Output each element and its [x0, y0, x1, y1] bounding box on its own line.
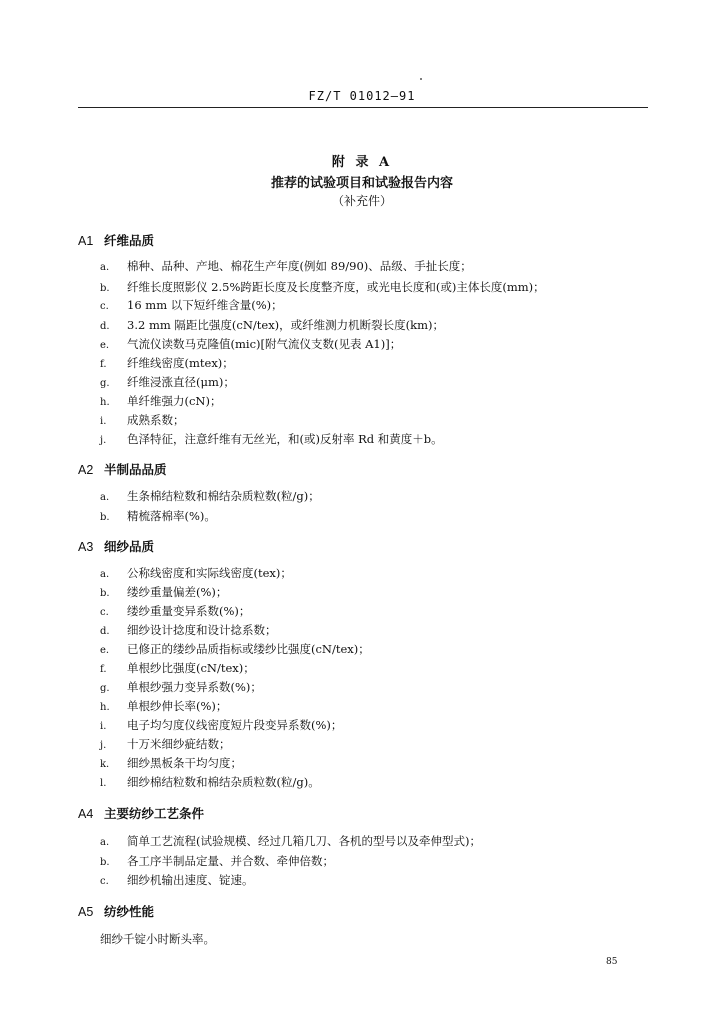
item-marker: a.	[100, 262, 110, 273]
section-heading-a4	[78, 804, 204, 822]
section-body-text: 细纱千锭小时断头率。	[100, 932, 215, 946]
item-text: 细纱棉结粒数和棉结杂质粒数(粒/g)。	[127, 775, 320, 789]
item-text: 单根纱强力变异系数(%)；	[127, 680, 262, 694]
item-marker: g.	[100, 378, 110, 389]
item-text: 十万米细纱疵结数；	[127, 737, 231, 751]
item-text: 简单工艺流程(试验规模、经过几箱几刀、各机的型号以及牵伸型式)；	[127, 834, 481, 848]
section-number: A5	[78, 905, 94, 919]
list-item	[100, 355, 234, 371]
item-marker: c.	[100, 607, 109, 618]
list-item	[100, 336, 401, 352]
item-marker: a.	[100, 492, 110, 503]
item-marker: h.	[100, 702, 110, 713]
item-text: 色泽特征，注意纤维有无丝光，和(或)反射率 Rd 和黄度＋b。	[127, 432, 443, 446]
list-item	[100, 603, 250, 619]
item-text: 电子均匀度仪线密度短片段变异系数(%)；	[127, 718, 343, 732]
list-item	[100, 679, 262, 695]
standard-code-header: FZ/T 01012—91	[308, 89, 416, 103]
item-text: 细纱设计捻度和设计捻系数；	[127, 623, 277, 637]
item-text: 生条棉结粒数和棉结杂质粒数(粒/g)；	[127, 489, 320, 503]
item-text: 3.2 mm 隔距比强度(cN/tex)，或纤维测力机断裂长度(km)；	[127, 318, 445, 332]
list-item	[100, 872, 254, 888]
item-text: 缕纱重量变异系数(%)；	[127, 604, 251, 618]
section-title: 纤维品质	[104, 233, 155, 248]
list-item	[100, 374, 235, 390]
list-item	[100, 774, 320, 790]
item-marker: h.	[100, 397, 110, 408]
section-number: A3	[78, 540, 94, 554]
item-marker: i.	[100, 416, 107, 427]
item-marker: f.	[100, 359, 107, 370]
list-item	[100, 717, 342, 733]
list-item	[100, 584, 227, 600]
item-marker: d.	[100, 321, 110, 332]
item-marker: l.	[100, 778, 107, 789]
item-text: 细纱黑板条干均匀度；	[127, 756, 242, 770]
item-text: 已修正的缕纱品质指标或缕纱比强度(cN/tex)；	[127, 642, 370, 656]
section-heading-a3	[78, 537, 154, 555]
item-marker: b.	[100, 512, 110, 523]
section-heading-a5	[78, 902, 154, 920]
list-item	[100, 508, 216, 524]
item-text: 各工序半制品定量、并合数、牵伸倍数；	[127, 854, 334, 868]
appendix-subtitle: （补充件）	[331, 194, 392, 208]
list-item	[100, 565, 292, 581]
item-marker: d.	[100, 626, 110, 637]
section-title: 细纱品质	[104, 539, 155, 554]
list-item	[100, 317, 444, 333]
list-item	[100, 279, 545, 295]
header-rule	[78, 107, 648, 108]
item-text: 纤维线密度(mtex)；	[127, 356, 234, 370]
section-number: A2	[78, 463, 94, 477]
item-marker: b.	[100, 588, 110, 599]
item-marker: g.	[100, 683, 110, 694]
item-marker: e.	[100, 645, 110, 656]
item-marker: e.	[100, 340, 110, 351]
list-item	[100, 660, 255, 676]
item-marker: a.	[100, 569, 110, 580]
item-marker: c.	[100, 876, 109, 887]
item-marker: f.	[100, 664, 107, 675]
list-item	[100, 853, 334, 869]
item-text: 单根纱伸长率(%)；	[127, 699, 228, 713]
page-number: 85	[606, 957, 618, 967]
item-text: 精梳落棉率(%)。	[127, 509, 216, 523]
item-marker: k.	[100, 759, 110, 770]
section-number: A1	[78, 234, 94, 248]
list-item	[100, 755, 242, 771]
item-marker: i.	[100, 721, 107, 732]
list-item	[100, 258, 472, 274]
item-text: 单根纱比强度(cN/tex)；	[127, 661, 255, 675]
list-item	[100, 393, 221, 409]
item-text: 16 mm 以下短纤维含量(%)；	[127, 298, 283, 312]
list-item	[100, 431, 443, 447]
section-heading-a2	[78, 460, 167, 478]
list-item	[100, 488, 320, 504]
item-marker: b.	[100, 283, 110, 294]
item-marker: c.	[100, 301, 109, 312]
item-marker: j.	[100, 740, 107, 751]
item-text: 细纱机输出速度、锭速。	[127, 873, 254, 887]
scan-speck	[420, 78, 422, 80]
list-item	[100, 641, 370, 657]
item-text: 成熟系数；	[127, 413, 185, 427]
item-marker: j.	[100, 435, 107, 446]
item-text: 单纤维强力(cN)；	[127, 394, 222, 408]
section-title: 半制品品质	[104, 462, 167, 477]
list-item	[100, 297, 283, 313]
item-text: 棉种、品种、产地、棉花生产年度(例如 89/90)、品级、手扯长度；	[127, 259, 472, 273]
section-title: 主要纺纱工艺条件	[104, 806, 205, 821]
section-number: A4	[78, 807, 94, 821]
item-text: 纤维长度照影仪 2.5%跨距长度及长度整齐度，或光电长度和(或)主体长度(mm)；	[127, 280, 545, 294]
list-item	[100, 698, 227, 714]
item-marker: b.	[100, 857, 110, 868]
item-text: 纤维浸涨直径(μm)；	[127, 375, 235, 389]
list-item	[100, 736, 231, 752]
list-item	[100, 412, 185, 428]
section-heading-a1	[78, 231, 154, 249]
item-text: 气流仪读数马克隆值(mic)[附气流仪支数(见表 A1)]；	[127, 337, 402, 351]
list-item	[100, 833, 481, 849]
section-title: 纺纱性能	[104, 904, 155, 919]
item-text: 缕纱重量偏差(%)；	[127, 585, 228, 599]
list-item	[100, 622, 277, 638]
appendix-label: 附 录 A	[331, 155, 393, 170]
item-text: 公称线密度和实际线密度(tex)；	[127, 566, 292, 580]
appendix-title: 推荐的试验项目和试验报告内容	[270, 176, 453, 191]
item-marker: a.	[100, 837, 110, 848]
